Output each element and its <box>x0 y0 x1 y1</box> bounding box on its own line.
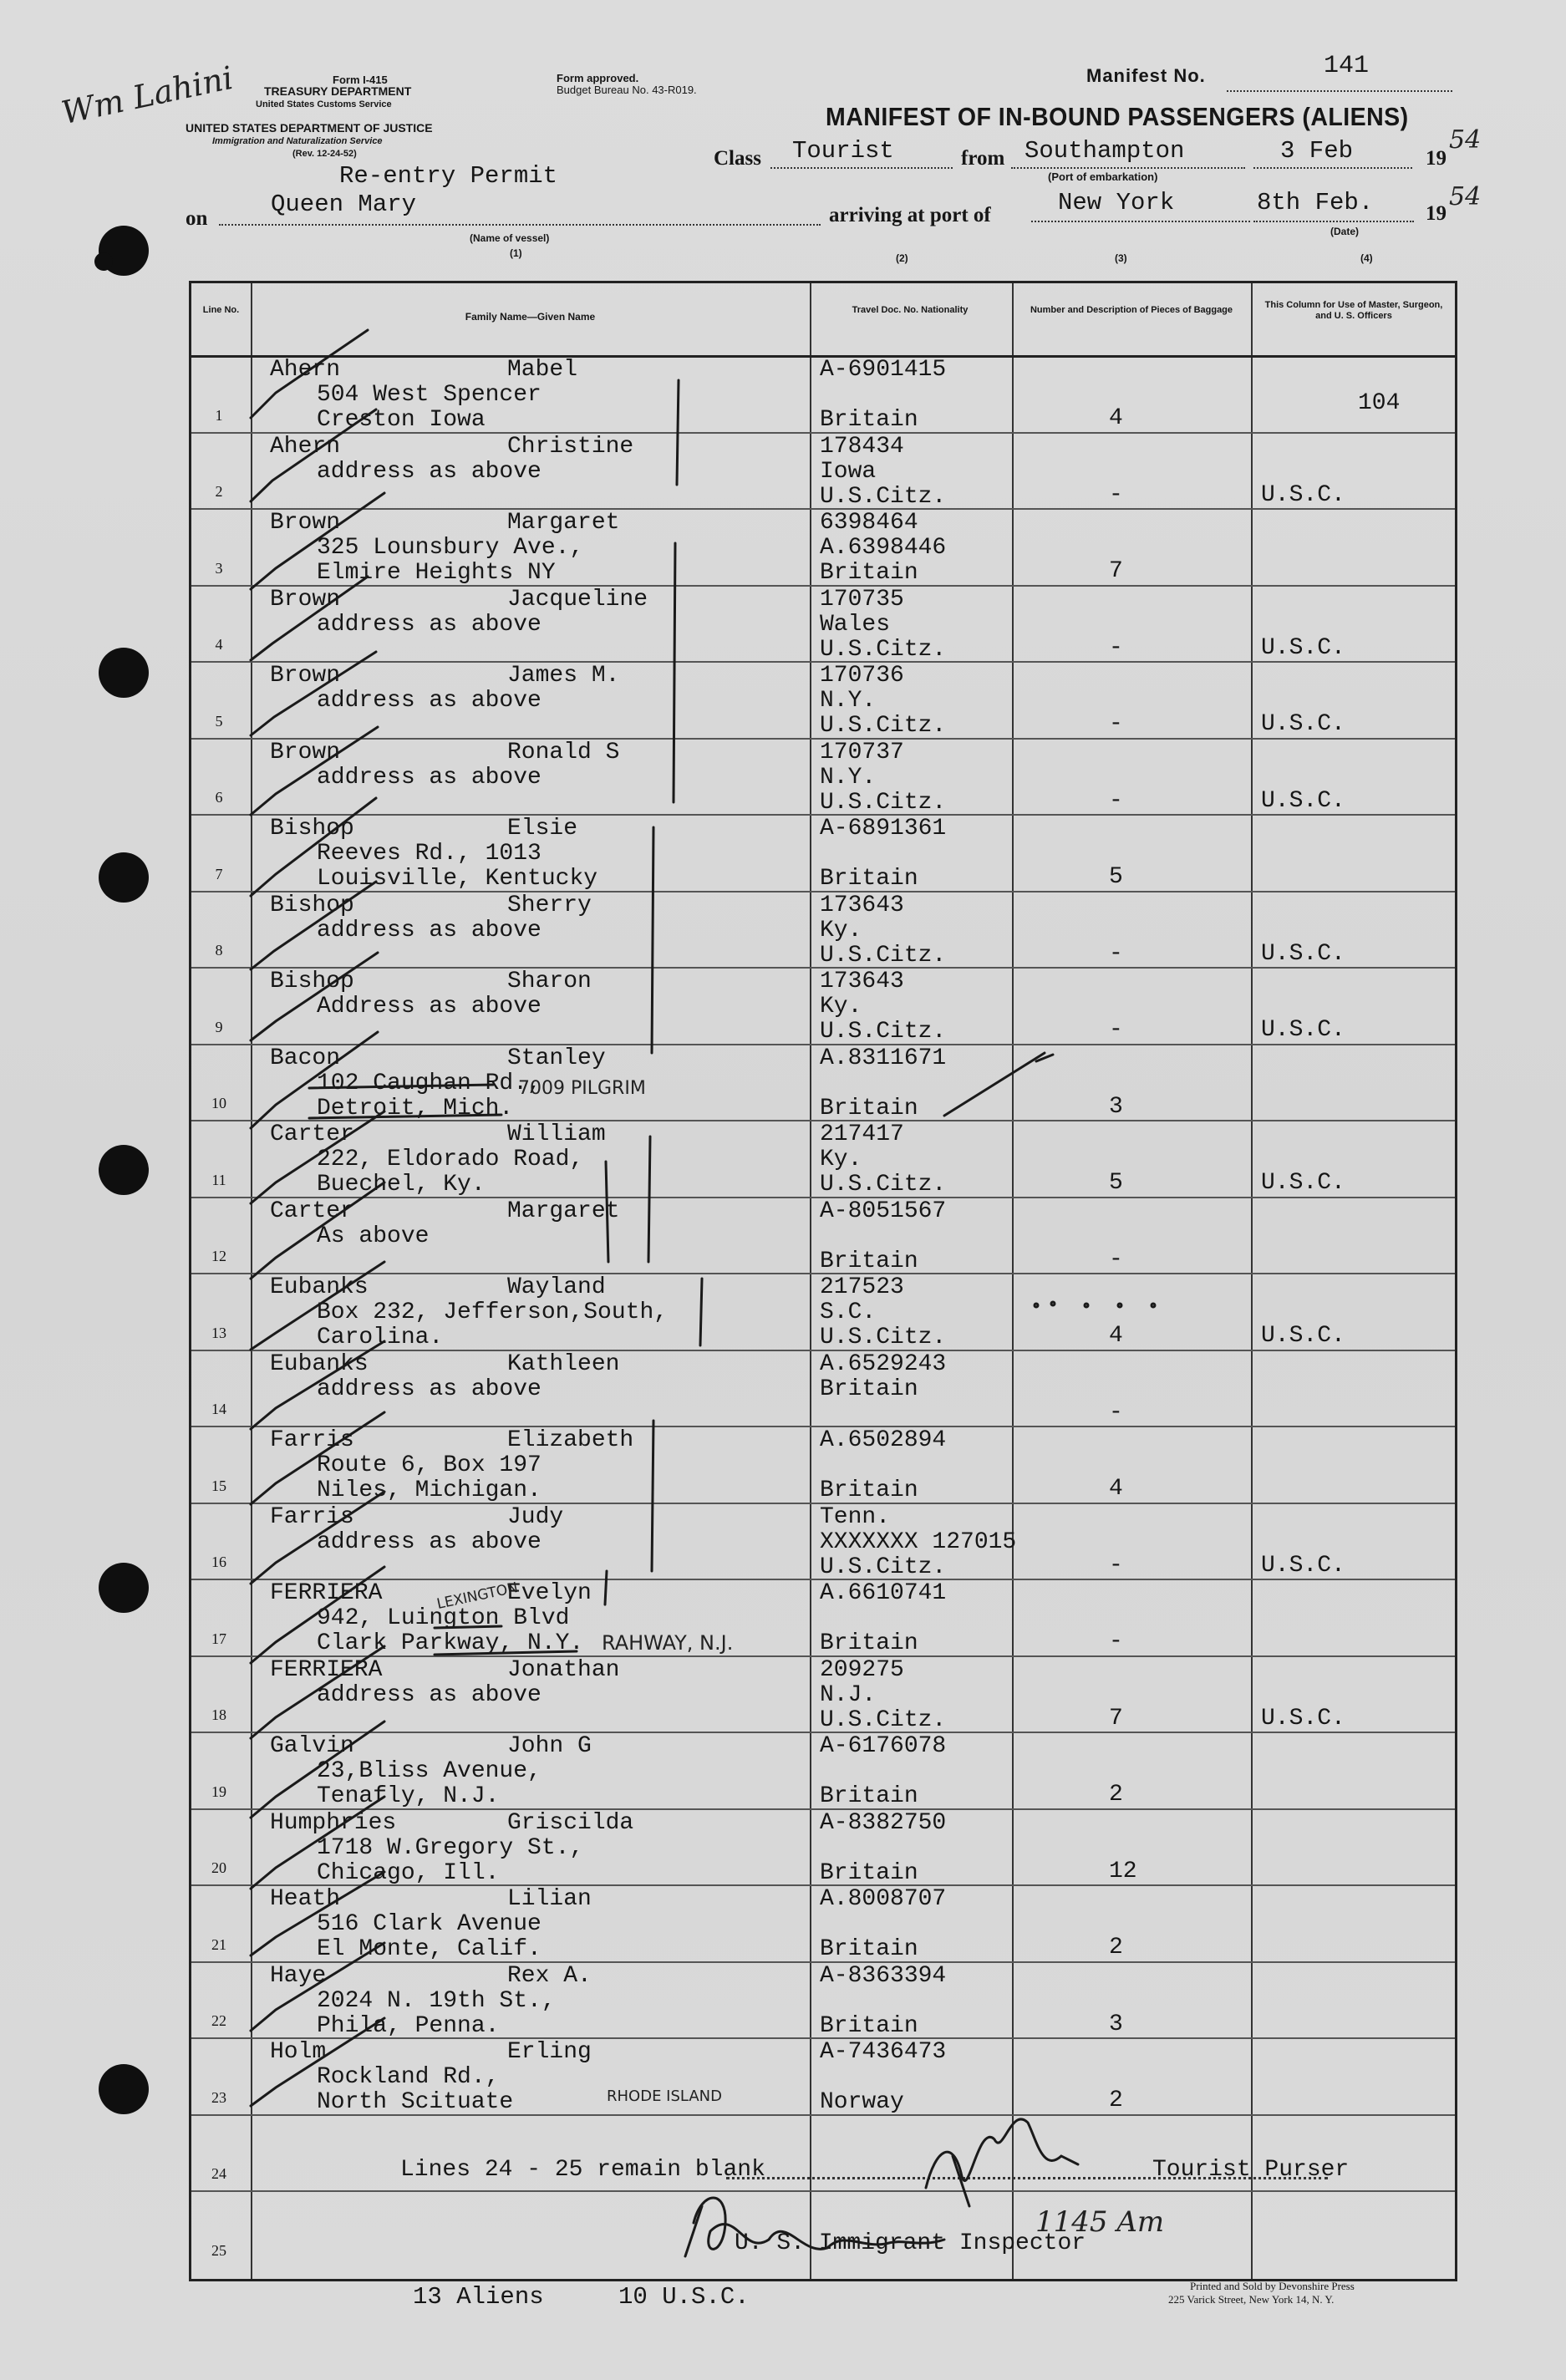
line-number: 12 <box>211 1248 226 1264</box>
family-name: Haye <box>270 1962 327 1989</box>
address-line-1: address as above <box>317 764 541 791</box>
given-name: Evelyn <box>507 1580 592 1606</box>
col2-caption: (2) <box>896 252 908 264</box>
line-number: 2 <box>215 483 223 500</box>
given-name: Judy <box>507 1503 564 1530</box>
family-name: Bishop <box>270 892 354 918</box>
travel-doc-no: A.6502894 <box>820 1427 947 1453</box>
nationality: U.S.Citz. <box>820 1706 947 1733</box>
family-name: Bishop <box>270 816 354 842</box>
address-line-1: address as above <box>317 458 541 485</box>
nationality: U.S.Citz. <box>820 483 947 510</box>
treasury-department: TREASURY DEPARTMENT <box>264 84 412 98</box>
address-line-1: Reeves Rd., 1013 <box>317 841 541 867</box>
departure-date: 3 Feb <box>1280 137 1354 165</box>
aliens-count: 13 Aliens <box>413 2283 544 2311</box>
line-number: 18 <box>211 1706 226 1723</box>
family-name: Ahern <box>270 357 341 383</box>
baggage-count: - <box>1109 481 1123 508</box>
given-name: Jacqueline <box>507 586 648 613</box>
baggage-count: 4 <box>1109 405 1123 431</box>
line-number: 6 <box>215 789 223 806</box>
family-name: FERRIERA <box>270 1580 383 1606</box>
travel-doc-extra: Ky. <box>820 917 862 943</box>
line-number: 14 <box>211 1401 226 1417</box>
address-line-1: address as above <box>317 1528 541 1555</box>
officer-usc: U.S.C. <box>1261 481 1345 508</box>
travel-doc-no: A-8382750 <box>820 1809 947 1836</box>
nationality: U.S.Citz. <box>820 942 947 969</box>
address-line-1: 222, Eldorado Road, <box>317 1147 584 1172</box>
address-line-2: Detroit, Mich. <box>317 1095 514 1121</box>
baggage-count: 2 <box>1109 1782 1123 1808</box>
family-name: Humphries <box>270 1809 397 1836</box>
family-name: Brown <box>270 586 341 613</box>
family-name: Bishop <box>270 969 354 994</box>
baggage-count: 2 <box>1109 2088 1123 2113</box>
address-line-2: Creston Iowa <box>317 407 486 433</box>
col1-caption: (1) <box>510 247 522 259</box>
address-line-2: Buechel, Ky. <box>317 1172 486 1198</box>
given-name: Jonathan <box>507 1656 620 1683</box>
given-name: Margaret <box>507 510 620 536</box>
baggage-count: - <box>1109 1552 1123 1579</box>
baggage-count: 5 <box>1109 864 1123 890</box>
line-number: 10 <box>211 1095 226 1111</box>
family-name: Eubanks <box>270 1350 369 1377</box>
check-mark <box>251 330 368 418</box>
travel-doc-no: A.6610741 <box>820 1580 947 1606</box>
arrival-date: 8th Feb. <box>1257 189 1374 216</box>
baggage-count: 3 <box>1109 1093 1123 1120</box>
address-line-1: address as above <box>317 688 541 714</box>
family-name: Brown <box>270 663 341 689</box>
travel-doc-no: A-6176078 <box>820 1733 947 1759</box>
line-number: 16 <box>211 1554 226 1570</box>
form-number: Form I-415 <box>333 74 388 86</box>
baggage-count: 7 <box>1109 558 1123 584</box>
nationality: U.S.Citz. <box>820 1325 947 1350</box>
family-name: Farris <box>270 1503 354 1530</box>
travel-doc-extra: Iowa <box>820 458 877 485</box>
officer-usc: U.S.C. <box>1261 1017 1345 1043</box>
travel-doc-no: 170736 <box>820 663 904 689</box>
travel-doc-no: A-6901415 <box>820 357 947 383</box>
travel-doc-no: 6398464 <box>820 510 918 536</box>
nationality: U.S.Citz. <box>820 1554 947 1580</box>
travel-doc-no: 217417 <box>820 1121 904 1147</box>
doj-label: UNITED STATES DEPARTMENT OF JUSTICE <box>186 121 433 135</box>
line24-text: Lines 24 - 25 remain blank <box>400 2157 765 2183</box>
baggage-count: 4 <box>1109 1476 1123 1502</box>
travel-doc-no: A-6891361 <box>820 816 947 842</box>
nationality: Britain <box>820 407 918 433</box>
travel-doc-extra: A.6398446 <box>820 535 947 561</box>
travel-doc-no: A-8363394 <box>820 1962 947 1989</box>
line-number: 19 <box>211 1782 226 1800</box>
nationality: Britain <box>820 1859 918 1886</box>
address-line-1: 102 Caughan Rd., <box>317 1070 541 1096</box>
address-line-1: As above <box>317 1223 430 1249</box>
family-name: Farris <box>270 1427 354 1453</box>
nationality: Norway <box>820 2089 904 2115</box>
nationality: U.S.Citz. <box>820 789 947 816</box>
purser-label: Tourist Purser <box>1152 2157 1350 2183</box>
given-name: Ronald S <box>507 739 620 765</box>
travel-doc-extra: N.J. <box>820 1681 877 1708</box>
form-approved: Form approved. <box>557 72 639 84</box>
ins-label: Immigration and Naturalization Service <box>212 136 383 146</box>
officer-usc: U.S.C. <box>1261 787 1345 814</box>
travel-doc-extra: Wales <box>820 611 891 638</box>
travel-doc-no: 173643 <box>820 892 904 918</box>
given-name: Sharon <box>507 969 592 994</box>
line-number: 8 <box>215 942 223 959</box>
header-line-no: Line No. <box>202 305 240 315</box>
header-travel-doc: Travel Doc. No. Nationality <box>852 305 969 315</box>
manifest-no: 141 <box>1324 52 1370 80</box>
given-name: Christine <box>507 433 634 460</box>
baggage-count: - <box>1109 1246 1123 1273</box>
line-number: 24 <box>211 2165 226 2182</box>
family-name: Carter <box>270 1121 354 1147</box>
baggage-count: - <box>1109 634 1123 661</box>
nationality: U.S.Citz. <box>820 1172 947 1198</box>
header-name: Family Name—Given Name <box>465 311 596 323</box>
vessel-caption: (Name of vessel) <box>470 232 550 244</box>
address-line-2: Niles, Michigan. <box>317 1477 541 1503</box>
nationality: Britain <box>820 2012 918 2039</box>
dep-year: 54 <box>1449 125 1482 155</box>
address-line-1: address as above <box>317 1681 541 1708</box>
from-label: from <box>961 147 1005 170</box>
arrival-port: New York <box>1058 189 1175 216</box>
address-line-2: Phila, Penna. <box>317 2012 500 2039</box>
officer-usc: U.S.C. <box>1261 1323 1345 1349</box>
time-note: 1145 Am <box>1035 2205 1165 2239</box>
baggage-count: 5 <box>1109 1170 1123 1196</box>
manifest-title: MANIFEST OF IN-BOUND PASSENGERS (ALIENS) <box>826 102 1409 131</box>
nationality: U.S.Citz. <box>820 636 947 663</box>
given-name: Rex A. <box>507 1962 592 1989</box>
nationality: Britain <box>820 1477 918 1503</box>
family-name: Galvin <box>270 1733 354 1759</box>
address-line-1: 23,Bliss Avenue, <box>317 1758 541 1784</box>
nationality: Britain <box>820 1936 918 1962</box>
travel-doc-no: A-7436473 <box>820 2039 947 2065</box>
baggage-count: 12 <box>1109 1858 1137 1884</box>
travel-doc-extra: N.Y. <box>820 688 877 714</box>
given-name: James M. <box>507 663 620 689</box>
travel-doc-extra: Ky. <box>820 1147 862 1172</box>
address-line-1: Box 232, Jefferson,South, <box>317 1299 669 1325</box>
given-name: William <box>507 1121 606 1147</box>
given-name: Elizabeth <box>507 1427 634 1453</box>
address-line-1: address as above <box>317 917 541 943</box>
travel-doc-no: 173643 <box>820 969 904 994</box>
col4-caption: (4) <box>1360 252 1373 264</box>
arriving-label: arriving at port of <box>829 204 991 226</box>
baggage-count: - <box>1109 711 1123 737</box>
address-line-1: address as above <box>317 1376 541 1402</box>
col3-caption: (3) <box>1115 252 1127 264</box>
date-caption: (Date) <box>1330 226 1360 237</box>
travel-doc-no: 178434 <box>820 433 904 460</box>
given-name: Griscilda <box>507 1809 634 1836</box>
family-name: Eubanks <box>270 1274 369 1300</box>
family-name: Brown <box>270 739 341 765</box>
travel-doc-no: A.8008707 <box>820 1886 947 1912</box>
address-line-1: Rockland Rd., <box>317 2064 500 2090</box>
on-label: on <box>186 207 208 230</box>
handwritten-note: Wm Lahini <box>58 58 236 132</box>
nationality: Britain <box>820 1095 918 1121</box>
line-number: 7 <box>215 865 223 882</box>
address-line-1: 516 Clark Avenue <box>317 1911 541 1937</box>
baggage-count: - <box>1109 1399 1123 1426</box>
arr-year: 54 <box>1449 182 1482 211</box>
from-port: Southampton <box>1025 137 1185 165</box>
dep-year-prefix: 19 <box>1426 147 1447 170</box>
nationality: Britain <box>820 1630 918 1656</box>
officer-usc: U.S.C. <box>1261 1552 1345 1579</box>
line-number: 20 <box>211 1859 226 1876</box>
officer-usc: U.S.C. <box>1261 711 1345 737</box>
given-name: John G <box>507 1733 592 1759</box>
line-number: 22 <box>211 2012 226 2029</box>
line-number: 15 <box>211 1477 226 1494</box>
travel-doc-no: A-8051567 <box>820 1198 947 1224</box>
arr-year-prefix: 19 <box>1426 202 1447 225</box>
given-name: Margaret <box>507 1198 620 1224</box>
line-number: 17 <box>211 1630 226 1647</box>
officer-usc: U.S.C. <box>1261 1705 1345 1732</box>
address-line-2: Clark Parkway, N.Y. <box>317 1630 584 1656</box>
address-line-2: North Scituate <box>317 2089 514 2115</box>
baggage-count: 4 <box>1109 1323 1123 1349</box>
form-revision: (Rev. 12-24-52) <box>292 149 357 159</box>
family-name: Holm <box>270 2039 327 2065</box>
handwritten-address-correction: 7009 PILGRIM <box>518 1078 646 1099</box>
baggage-count: - <box>1109 1017 1123 1043</box>
manifest-no-label: Manifest No. <box>1086 65 1206 86</box>
nationality: Britain <box>820 1783 918 1809</box>
line-number: 5 <box>215 712 223 730</box>
handwritten-rahway: RAHWAY, N.J. <box>602 1631 734 1655</box>
given-name: Erling <box>507 2039 592 2065</box>
class-label: Class <box>714 147 761 170</box>
address-line-2: Chicago, Ill. <box>317 1859 500 1886</box>
officer-number: 104 <box>1358 390 1401 416</box>
family-name: Ahern <box>270 433 341 460</box>
line-number: 21 <box>211 1935 226 1953</box>
travel-doc-extra: N.Y. <box>820 764 877 791</box>
nationality: Britain <box>820 560 918 586</box>
header-baggage: Number and Description of Pieces of Baggage <box>1030 305 1233 315</box>
handwritten-rhode-island: RHODE ISLAND <box>607 2088 722 2105</box>
baggage-count: 2 <box>1109 1935 1123 1960</box>
address-line-2: Carolina. <box>317 1325 444 1350</box>
travel-doc-extra: Britain <box>820 1376 918 1402</box>
line-number: 25 <box>211 2241 226 2259</box>
family-name: Brown <box>270 510 341 536</box>
family-name: Carter <box>270 1198 354 1224</box>
address-line-1: 942, Luington Blvd <box>317 1605 570 1631</box>
baggage-count: 7 <box>1109 1705 1123 1732</box>
given-name: Stanley <box>507 1045 606 1071</box>
travel-doc-no: Tenn. <box>820 1503 891 1530</box>
travel-doc-no: 170735 <box>820 586 904 613</box>
given-name: Sherry <box>507 892 592 918</box>
line-number: 3 <box>215 559 223 577</box>
travel-doc-extra: XXXXXXX 127015 <box>820 1528 1017 1555</box>
travel-doc-no: 170737 <box>820 739 904 765</box>
baggage-count: - <box>1109 940 1123 967</box>
travel-doc-no: 209275 <box>820 1656 904 1683</box>
usc-count: 10 U.S.C. <box>618 2283 750 2311</box>
given-name: Mabel <box>507 357 578 383</box>
inspector-label: U. S. Immigrant Inspector <box>735 2230 1086 2256</box>
family-name: Heath <box>270 1886 341 1912</box>
baggage-count: - <box>1109 787 1123 814</box>
travel-doc-no: A.6529243 <box>820 1350 947 1377</box>
address-line-2: Elmire Heights NY <box>317 560 556 586</box>
line-number: 9 <box>215 1018 223 1035</box>
address-line-1: 1718 W.Gregory St., <box>317 1834 584 1861</box>
printer-line-1: Printed and Sold by Devonshire Press <box>1190 2280 1355 2292</box>
given-name: Wayland <box>507 1274 606 1300</box>
class-value: Tourist <box>792 137 894 165</box>
line-number: 13 <box>211 1324 226 1341</box>
header-officers: This Column for Use of Master, Surgeon, and U. S. Officers <box>1264 300 1443 321</box>
address-line-1: 325 Lounsbury Ave., <box>317 535 584 561</box>
line-number: 4 <box>215 636 223 653</box>
travel-doc-no: 217523 <box>820 1274 904 1300</box>
budget-bureau: Budget Bureau No. 43-R019. <box>557 84 697 96</box>
reentry-permit: Re-entry Permit <box>339 162 558 190</box>
handwritten-lexington: LEXINGTON <box>435 1579 520 1614</box>
customs-service: United States Customs Service <box>256 99 392 109</box>
given-name: Lilian <box>507 1886 592 1912</box>
officer-usc: U.S.C. <box>1261 940 1345 967</box>
nationality: U.S.Citz. <box>820 713 947 739</box>
address-line-2: El Monte, Calif. <box>317 1936 541 1962</box>
given-name: Elsie <box>507 816 578 842</box>
line-number: 1 <box>215 406 223 424</box>
line-number: 23 <box>211 2088 226 2106</box>
baggage-count: - <box>1109 1629 1123 1655</box>
address-line-1: Route 6, Box 197 <box>317 1452 541 1478</box>
travel-doc-no: A.8311671 <box>820 1045 947 1071</box>
nationality: Britain <box>820 866 918 892</box>
address-line-2: Louisville, Kentucky <box>317 866 598 892</box>
address-line-1: address as above <box>317 611 541 638</box>
officer-usc: U.S.C. <box>1261 1170 1345 1196</box>
travel-doc-extra: S.C. <box>820 1299 877 1325</box>
baggage-count: 3 <box>1109 2011 1123 2037</box>
travel-doc-extra: Ky. <box>820 994 862 1020</box>
vessel-name: Queen Mary <box>271 191 417 218</box>
address-line-2: Tenafly, N.J. <box>317 1783 500 1809</box>
port-embark-caption: (Port of embarkation) <box>1048 170 1158 183</box>
address-line-1: Address as above <box>317 994 541 1020</box>
nationality: Britain <box>820 1248 918 1274</box>
address-line-1: 2024 N. 19th St., <box>317 1987 556 2014</box>
family-name: FERRIERA <box>270 1656 383 1683</box>
officer-usc: U.S.C. <box>1261 634 1345 661</box>
line-number: 11 <box>211 1171 226 1188</box>
address-line-1: 504 West Spencer <box>317 382 541 408</box>
printer-line-2: 225 Varick Street, New York 14, N. Y. <box>1168 2293 1335 2306</box>
given-name: Kathleen <box>507 1350 620 1377</box>
nationality: U.S.Citz. <box>820 1019 947 1045</box>
family-name: Bacon <box>270 1045 341 1071</box>
